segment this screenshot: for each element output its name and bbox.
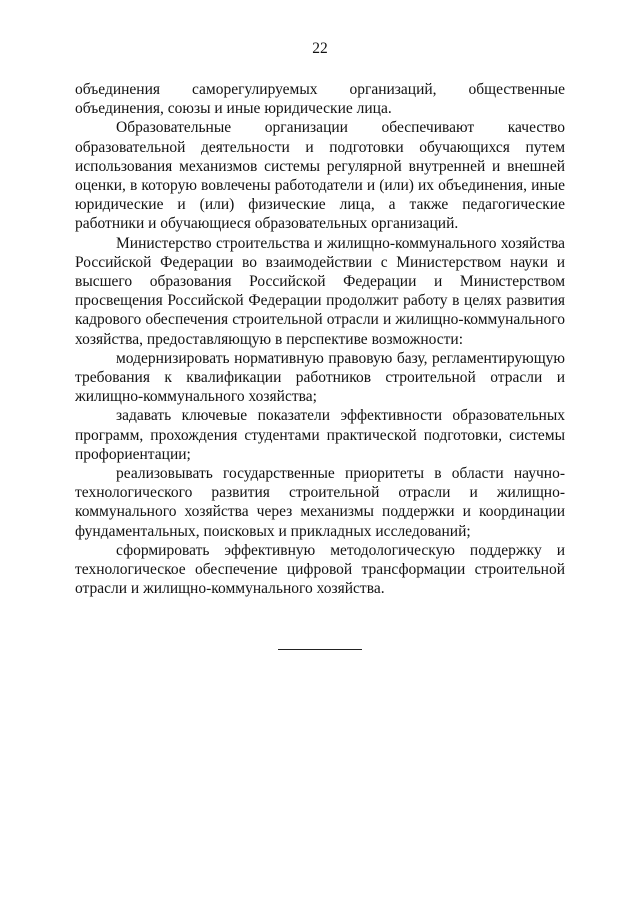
list-item-regulatory-base: модернизировать нормативную правовую базу, регламентирующую требования к квалификации работников строительной отрасли и жилищно-коммунального хозяйства; [75,349,565,406]
paragraph-education-quality: Образовательные организации обеспечивают качество образовательной деятельности и подготовки обучающихся путем использования механизмов системы регулярной внутренней и внешней оценки, в которую вовлечены работодатели и (или) их объединения, иные юридические и (или) физические лица, а также педагогические работники и обучающиеся образовательных организаций. [75,119,565,233]
document-body [75,80,565,598]
list-item-performance-indicators: задавать ключевые показатели эффективности образовательных программ, прохождения студентами практической подготовки, системы профориентации; [75,407,565,463]
paragraph-ministry-cooperation: Министерство строительства и жилищно-коммунального хозяйства Российской Федерации во взаимодействии с Министерством науки и высшего образования Российской Федерации и Министерством просвещения Российской Федерации продолжит работу в целях развития кадрового обеспечения строительной отрасли и жилищно-коммунального хозяйства, предоставляющую в перспективе возможности: [75,234,565,348]
page-number: 22 [312,40,328,57]
end-of-document-rule [278,649,362,650]
list-item-research-priorities: реализовывать государственные приоритеты в области научно-технологического развития строительной отрасли и жилищно-коммунального хозяйства через механизмы поддержки и координации фундаментальных, поисковых и прикладных исследований; [75,465,565,540]
paragraph-continuation: объединения саморегулируемых организаций, общественные объединения, союзы и иные юридические лица. [75,81,565,118]
list-item-digital-transformation: сформировать эффективную методологическую поддержку и технологическое обеспечение цифровой трансформации строительной отрасли и жилищно-коммунального хозяйства. [75,541,565,598]
